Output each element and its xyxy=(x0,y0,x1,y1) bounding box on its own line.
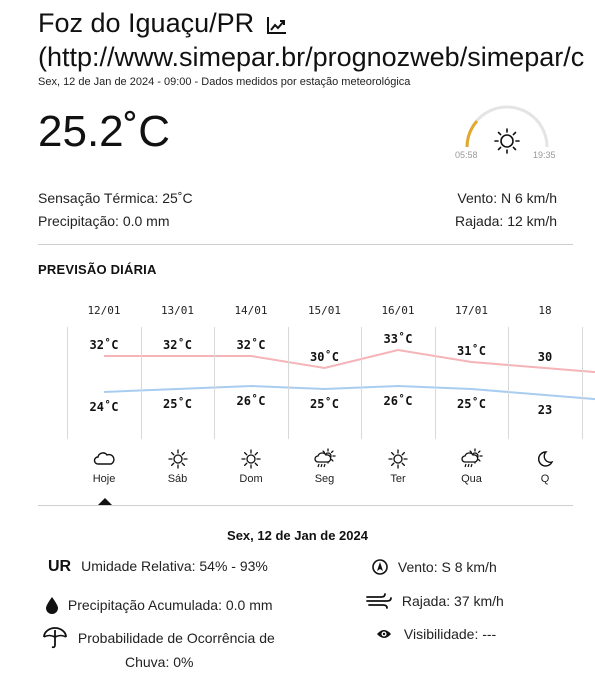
max-temp-label: 32˚C xyxy=(236,338,266,352)
visibility-row xyxy=(376,626,496,643)
wind: Vento: N 6 km/h xyxy=(457,190,557,206)
column-separator xyxy=(508,327,509,439)
max-temp-label: 32˚C xyxy=(163,338,192,352)
column-separator xyxy=(435,327,436,439)
column-separator xyxy=(582,327,583,439)
visibility: Visibilidade: --- xyxy=(403,626,497,642)
section-title: PREVISÃO DIÁRIA xyxy=(38,262,157,277)
max-temp-label: 32˚C xyxy=(89,338,119,352)
column-separator xyxy=(214,327,215,439)
sun-icon xyxy=(167,449,189,474)
feels-like: Sensação Térmica: 25˚C xyxy=(38,190,193,206)
daily-forecast[interactable] xyxy=(70,292,553,492)
rain-prob-line1: Probabilidade de Ocorrência de xyxy=(77,630,275,647)
precip-acc: Precipitação Acumulada: 0.0 mm xyxy=(67,597,273,614)
day-name[interactable]: Ter xyxy=(390,473,406,485)
day-name[interactable]: Qua xyxy=(461,473,482,485)
eye-icon xyxy=(376,627,392,643)
column-separator xyxy=(288,327,289,439)
storm-sun-icon xyxy=(461,449,483,474)
day-name[interactable]: Seg xyxy=(314,473,335,485)
detail-gust: Rajada: 37 km/h xyxy=(401,593,504,610)
day-date: 13/01 xyxy=(160,304,195,317)
min-temp-label: 25˚C xyxy=(163,397,192,411)
min-temp-label: 24˚C xyxy=(89,400,119,414)
min-temp-label: 25˚C xyxy=(310,397,339,411)
max-temp-label: 31˚C xyxy=(457,344,486,358)
max-temp-label: 30˚C xyxy=(310,350,339,364)
precip-acc-row xyxy=(44,596,273,617)
humidity-row xyxy=(48,558,268,576)
humidity: Umidade Relativa: 54% - 93% xyxy=(81,558,268,574)
min-temp-label: 26˚C xyxy=(236,394,266,408)
min-temp-label: 25˚C xyxy=(457,397,486,411)
current-temperature: 25.2˚C xyxy=(38,107,171,156)
city-title xyxy=(38,6,288,43)
detail-date: Sex, 12 de Jan de 2024 xyxy=(227,528,368,543)
measurement-subtitle: Sex, 12 de Jan de 2024 - 09:00 - Dados medidos por estação meteorológica xyxy=(38,76,411,88)
gust: Rajada: 12 km/h xyxy=(455,213,557,229)
max-temp-label: 33˚C xyxy=(383,332,413,346)
sun-icon xyxy=(240,449,262,474)
moon-icon xyxy=(534,449,556,474)
day-date: 18 xyxy=(538,304,552,317)
column-separator xyxy=(67,327,68,439)
umbrella-icon xyxy=(42,626,68,653)
compass-icon xyxy=(372,559,388,578)
max-temp-line xyxy=(104,350,595,374)
day-date: 16/01 xyxy=(381,304,415,317)
chart-icon[interactable] xyxy=(266,9,288,43)
max-temp-label: 30 xyxy=(537,350,553,364)
day-date: 14/01 xyxy=(234,304,268,317)
sunrise-time: 05:58 xyxy=(455,150,478,160)
divider xyxy=(38,505,573,506)
precipitation: Precipitação: 0.0 mm xyxy=(38,213,170,229)
day-name[interactable]: Hoje xyxy=(92,473,116,485)
day-name[interactable]: Q xyxy=(540,473,550,485)
cloud-icon xyxy=(93,449,115,474)
drop-icon xyxy=(44,596,60,617)
wind-gust-icon xyxy=(366,592,392,613)
selected-day-caret xyxy=(98,498,112,505)
day-date: 17/01 xyxy=(454,304,489,317)
rain-prob-line2: Chuva: 0% xyxy=(125,654,194,670)
sun-icon xyxy=(387,449,409,474)
column-separator xyxy=(361,327,362,439)
day-name[interactable]: Dom xyxy=(239,473,263,485)
column-separator xyxy=(141,327,142,439)
sunset-time: 19:35 xyxy=(533,150,556,160)
ur-label: UR xyxy=(48,558,72,575)
city-name: Foz do Iguaçu/PR xyxy=(38,8,255,38)
source-url[interactable]: (http://www.simepar.br/prognozweb/simepar/c xyxy=(38,42,585,72)
storm-sun-icon xyxy=(314,449,336,474)
detail-wind-row xyxy=(372,559,497,578)
min-temp-label: 26˚C xyxy=(383,394,413,408)
rain-prob-row xyxy=(42,626,275,653)
day-date: 15/01 xyxy=(307,304,342,317)
detail-wind: Vento: S 8 km/h xyxy=(397,559,497,576)
day-date: 12/01 xyxy=(87,304,121,317)
detail-gust-row xyxy=(366,592,504,613)
min-temp-label: 23 xyxy=(537,403,553,417)
divider xyxy=(38,244,573,245)
sun-icon xyxy=(495,129,519,153)
day-name[interactable]: Sáb xyxy=(167,473,188,485)
